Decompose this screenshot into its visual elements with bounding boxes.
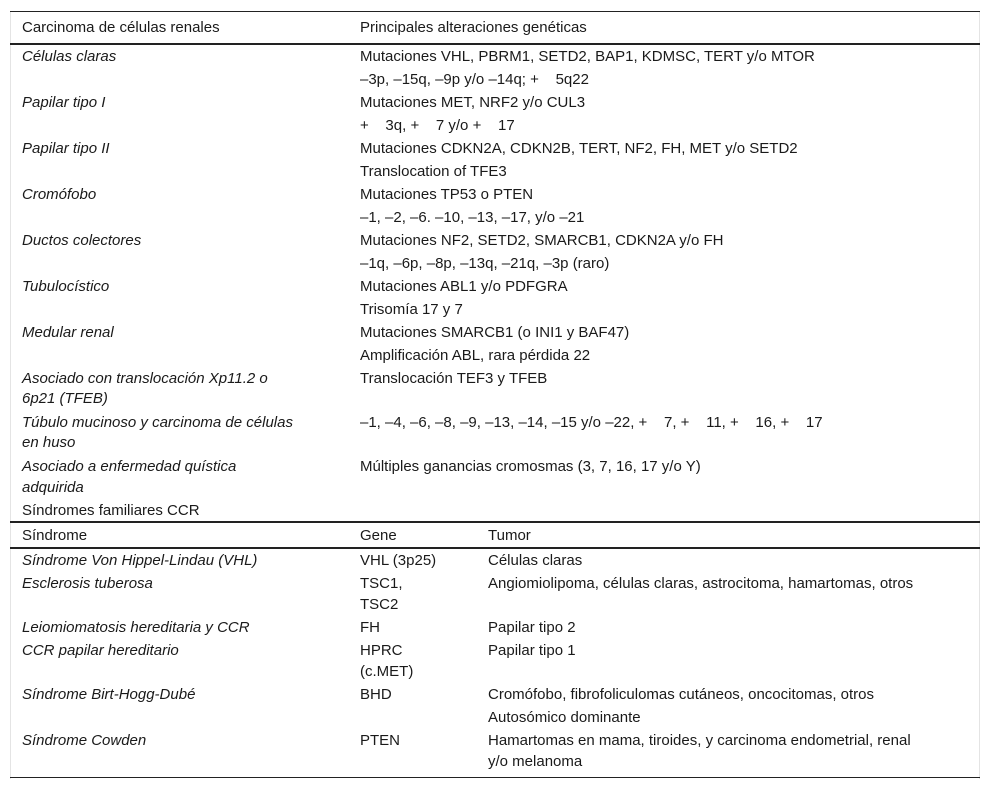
syndrome-tumor-cont: Autosómico dominante: [488, 709, 641, 726]
syndrome-tumor-cont: y/o melanoma: [488, 753, 583, 770]
syndrome-gene-cont: TSC2: [360, 596, 399, 613]
table1-header-alterations: Principales alteraciones genéticas: [360, 19, 587, 36]
row-carcinoma-name: Cromófobo: [22, 186, 97, 203]
table1-header-rule: [10, 43, 980, 45]
syndrome-name: Síndrome Cowden: [22, 732, 147, 749]
table2-bottom-rule: [10, 777, 980, 778]
row-alteration-line: Mutaciones CDKN2A, CDKN2B, TERT, NF2, FH, MET y/o SETD2: [360, 140, 798, 157]
row-alteration-line: Mutaciones TP53 o PTEN: [360, 186, 534, 203]
row-carcinoma-name: Asociado con translocación Xp11.2 o: [22, 370, 268, 387]
syndrome-gene: BHD: [360, 686, 392, 703]
row-carcinoma-name: Papilar tipo I: [22, 94, 106, 111]
row-alteration-line: Mutaciones NF2, SETD2, SMARCB1, CDKN2A y/o FH: [360, 232, 724, 249]
syndrome-gene-cont: (c.MET): [360, 663, 414, 680]
row-alteration-line: Amplificación ABL, rara pérdida 22: [360, 347, 591, 364]
row-alteration-line: Mutaciones MET, NRF2 y/o CUL3: [360, 94, 586, 111]
syndrome-tumor: Angiomiolipoma, células claras, astrocitoma, hamartomas, otros: [488, 575, 914, 592]
row-carcinoma-name: Ductos colectores: [22, 232, 142, 249]
syndrome-tumor: Células claras: [488, 552, 583, 569]
table-border-right: [979, 11, 980, 779]
row-carcinoma-name: Células claras: [22, 48, 117, 65]
row-alteration-line: Translocación TEF3 y TFEB: [360, 370, 548, 387]
row-carcinoma-name: Túbulo mucinoso y carcinoma de células: [22, 414, 293, 431]
row-alteration-line: Mutaciones SMARCB1 (o INI1 y BAF47): [360, 324, 630, 341]
row-alteration-line: Trisomía 17 y 7: [360, 301, 463, 318]
syndrome-tumor: Papilar tipo 1: [488, 642, 576, 659]
table1-header-carcinoma: Carcinoma de células renales: [22, 19, 220, 36]
row-alteration-line: Mutaciones VHL, PBRM1, SETD2, BAP1, KDMSC, TERT y/o MTOR: [360, 48, 815, 65]
row-carcinoma-name: Medular renal: [22, 324, 114, 341]
syndrome-name: Leiomiomatosis hereditaria y CCR: [22, 619, 250, 636]
table2-header-gene: Gene: [360, 527, 397, 544]
syndrome-tumor: Cromófobo, fibrofoliculomas cutáneos, oncocitomas, otros: [488, 686, 875, 703]
row-alteration-line: Múltiples ganancias cromosmas (3, 7, 16, 17 y/o Y): [360, 458, 701, 475]
syndrome-tumor: Papilar tipo 2: [488, 619, 576, 636]
table2-top-rule: [10, 521, 980, 523]
syndrome-gene: PTEN: [360, 732, 401, 749]
row-carcinoma-name-cont: 6p21 (TFEB): [22, 390, 108, 407]
syndrome-gene: TSC1,: [360, 575, 403, 592]
row-carcinoma-name-cont: en huso: [22, 434, 76, 451]
syndrome-name: Síndrome Von Hippel-Lindau (VHL): [22, 552, 258, 569]
syndrome-gene: HPRC: [360, 642, 403, 659]
section-title-familial: Síndromes familiares CCR: [22, 502, 200, 519]
table2-header-tumor: Tumor: [488, 527, 531, 544]
row-alteration-line: –1, –4, –6, –8, –9, –13, –14, –15 y/o –22, + 7, + 11, + 16, + 17: [360, 414, 823, 431]
table-border-left: [10, 11, 11, 779]
table2-header-syndrome: Síndrome: [22, 527, 88, 544]
row-alteration-line: Mutaciones ABL1 y/o PDFGRA: [360, 278, 568, 295]
row-alteration-line: –3p, –15q, –9p y/o –14q; + 5q22: [360, 71, 589, 88]
syndrome-tumor: Hamartomas en mama, tiroides, y carcinoma endometrial, renal: [488, 732, 911, 749]
row-carcinoma-name: Asociado a enfermedad quística: [22, 458, 237, 475]
row-carcinoma-name: Papilar tipo II: [22, 140, 110, 157]
row-alteration-line: –1, –2, –6. –10, –13, –17, y/o –21: [360, 209, 585, 226]
row-carcinoma-name-cont: adquirida: [22, 479, 84, 496]
table2-header-rule: [10, 547, 980, 549]
syndrome-gene: FH: [360, 619, 380, 636]
syndrome-name: Esclerosis tuberosa: [22, 575, 153, 592]
syndrome-gene: VHL (3p25): [360, 552, 437, 569]
row-alteration-line: + 3q, + 7 y/o + 17: [360, 117, 515, 134]
row-alteration-line: –1q, –6p, –8p, –13q, –21q, –3p (raro): [360, 255, 610, 272]
syndrome-name: Síndrome Birt-Hogg-Dubé: [22, 686, 196, 703]
row-alteration-line: Translocation of TFE3: [360, 163, 507, 180]
syndrome-name: CCR papilar hereditario: [22, 642, 179, 659]
table1-top-rule: [10, 11, 980, 12]
row-carcinoma-name: Tubulocístico: [22, 278, 110, 295]
